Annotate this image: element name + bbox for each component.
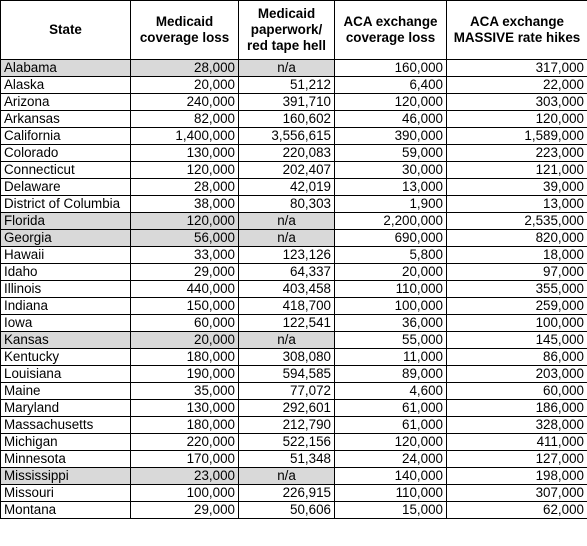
table-row bbox=[1, 434, 587, 451]
cell-aca-coverage-loss: 4,600 bbox=[335, 383, 447, 400]
cell-medicaid-paperwork: n/a bbox=[239, 213, 335, 230]
cell-medicaid-paperwork: 212,790 bbox=[239, 417, 335, 434]
cell-medicaid-coverage-loss: 60,000 bbox=[131, 315, 239, 332]
cell-medicaid-paperwork: 3,556,615 bbox=[239, 128, 335, 145]
cell-medicaid-paperwork: 80,303 bbox=[239, 196, 335, 213]
cell-aca-rate-hikes: 820,000 bbox=[447, 230, 587, 247]
cell-state: District of Columbia bbox=[1, 196, 131, 213]
header-medicaid-coverage-loss: Medicaid coverage loss bbox=[131, 1, 239, 60]
table-row bbox=[1, 485, 587, 502]
cell-medicaid-paperwork: 220,083 bbox=[239, 145, 335, 162]
cell-medicaid-coverage-loss: 20,000 bbox=[131, 332, 239, 349]
cell-aca-coverage-loss: 46,000 bbox=[335, 111, 447, 128]
cell-state: Arizona bbox=[1, 94, 131, 111]
header-medicaid-paperwork: Medicaid paperwork/ red tape hell bbox=[239, 1, 335, 60]
cell-medicaid-coverage-loss: 170,000 bbox=[131, 451, 239, 468]
cell-medicaid-coverage-loss: 440,000 bbox=[131, 281, 239, 298]
cell-medicaid-paperwork: 123,126 bbox=[239, 247, 335, 264]
cell-medicaid-paperwork: n/a bbox=[239, 332, 335, 349]
table-row bbox=[1, 196, 587, 213]
cell-aca-coverage-loss: 30,000 bbox=[335, 162, 447, 179]
cell-medicaid-coverage-loss: 33,000 bbox=[131, 247, 239, 264]
cell-aca-rate-hikes: 145,000 bbox=[447, 332, 587, 349]
table-row bbox=[1, 247, 587, 264]
cell-aca-rate-hikes: 97,000 bbox=[447, 264, 587, 281]
cell-aca-coverage-loss: 55,000 bbox=[335, 332, 447, 349]
cell-aca-coverage-loss: 110,000 bbox=[335, 281, 447, 298]
table-row bbox=[1, 60, 587, 77]
cell-aca-coverage-loss: 24,000 bbox=[335, 451, 447, 468]
cell-state: Iowa bbox=[1, 315, 131, 332]
cell-state: Connecticut bbox=[1, 162, 131, 179]
table-row bbox=[1, 230, 587, 247]
table-row bbox=[1, 111, 587, 128]
cell-aca-rate-hikes: 186,000 bbox=[447, 400, 587, 417]
table-row bbox=[1, 502, 587, 519]
cell-aca-coverage-loss: 140,000 bbox=[335, 468, 447, 485]
cell-aca-coverage-loss: 13,000 bbox=[335, 179, 447, 196]
table-row bbox=[1, 281, 587, 298]
cell-medicaid-coverage-loss: 130,000 bbox=[131, 400, 239, 417]
cell-medicaid-coverage-loss: 82,000 bbox=[131, 111, 239, 128]
cell-aca-rate-hikes: 203,000 bbox=[447, 366, 587, 383]
header-state: State bbox=[1, 1, 131, 60]
table-row bbox=[1, 94, 587, 111]
table-row bbox=[1, 332, 587, 349]
cell-medicaid-coverage-loss: 150,000 bbox=[131, 298, 239, 315]
cell-state: Michigan bbox=[1, 434, 131, 451]
table-row bbox=[1, 179, 587, 196]
cell-medicaid-paperwork: 122,541 bbox=[239, 315, 335, 332]
cell-state: Alabama bbox=[1, 60, 131, 77]
cell-medicaid-paperwork: 64,337 bbox=[239, 264, 335, 281]
cell-aca-rate-hikes: 317,000 bbox=[447, 60, 587, 77]
table-row bbox=[1, 400, 587, 417]
cell-aca-rate-hikes: 411,000 bbox=[447, 434, 587, 451]
table-row bbox=[1, 366, 587, 383]
table-row bbox=[1, 162, 587, 179]
cell-aca-coverage-loss: 100,000 bbox=[335, 298, 447, 315]
cell-medicaid-coverage-loss: 180,000 bbox=[131, 417, 239, 434]
cell-medicaid-paperwork: 51,348 bbox=[239, 451, 335, 468]
cell-aca-rate-hikes: 328,000 bbox=[447, 417, 587, 434]
cell-state: California bbox=[1, 128, 131, 145]
cell-aca-rate-hikes: 60,000 bbox=[447, 383, 587, 400]
cell-state: Illinois bbox=[1, 281, 131, 298]
cell-medicaid-coverage-loss: 130,000 bbox=[131, 145, 239, 162]
cell-aca-rate-hikes: 86,000 bbox=[447, 349, 587, 366]
cell-aca-coverage-loss: 690,000 bbox=[335, 230, 447, 247]
cell-medicaid-paperwork: 202,407 bbox=[239, 162, 335, 179]
cell-medicaid-coverage-loss: 120,000 bbox=[131, 213, 239, 230]
cell-medicaid-paperwork: n/a bbox=[239, 230, 335, 247]
cell-state: Kansas bbox=[1, 332, 131, 349]
cell-state: Georgia bbox=[1, 230, 131, 247]
cell-state: Idaho bbox=[1, 264, 131, 281]
cell-aca-rate-hikes: 22,000 bbox=[447, 77, 587, 94]
cell-state: Louisiana bbox=[1, 366, 131, 383]
table-row bbox=[1, 145, 587, 162]
table-row bbox=[1, 298, 587, 315]
table-row bbox=[1, 349, 587, 366]
cell-medicaid-coverage-loss: 120,000 bbox=[131, 162, 239, 179]
cell-state: Minnesota bbox=[1, 451, 131, 468]
cell-aca-coverage-loss: 61,000 bbox=[335, 400, 447, 417]
table-row bbox=[1, 383, 587, 400]
cell-medicaid-coverage-loss: 35,000 bbox=[131, 383, 239, 400]
cell-aca-rate-hikes: 1,589,000 bbox=[447, 128, 587, 145]
cell-state: Maine bbox=[1, 383, 131, 400]
cell-aca-coverage-loss: 120,000 bbox=[335, 434, 447, 451]
cell-aca-rate-hikes: 121,000 bbox=[447, 162, 587, 179]
cell-medicaid-paperwork: n/a bbox=[239, 60, 335, 77]
table-row bbox=[1, 417, 587, 434]
cell-aca-coverage-loss: 1,900 bbox=[335, 196, 447, 213]
cell-medicaid-paperwork: 77,072 bbox=[239, 383, 335, 400]
cell-medicaid-paperwork: 292,601 bbox=[239, 400, 335, 417]
cell-aca-rate-hikes: 223,000 bbox=[447, 145, 587, 162]
cell-aca-rate-hikes: 100,000 bbox=[447, 315, 587, 332]
cell-medicaid-paperwork: 51,212 bbox=[239, 77, 335, 94]
cell-medicaid-coverage-loss: 29,000 bbox=[131, 502, 239, 519]
cell-aca-rate-hikes: 307,000 bbox=[447, 485, 587, 502]
cell-aca-rate-hikes: 259,000 bbox=[447, 298, 587, 315]
cell-aca-coverage-loss: 5,800 bbox=[335, 247, 447, 264]
cell-state: Massachusetts bbox=[1, 417, 131, 434]
cell-medicaid-paperwork: 42,019 bbox=[239, 179, 335, 196]
cell-state: Delaware bbox=[1, 179, 131, 196]
cell-medicaid-coverage-loss: 23,000 bbox=[131, 468, 239, 485]
cell-aca-coverage-loss: 89,000 bbox=[335, 366, 447, 383]
cell-medicaid-paperwork: 418,700 bbox=[239, 298, 335, 315]
cell-state: Kentucky bbox=[1, 349, 131, 366]
cell-state: Mississippi bbox=[1, 468, 131, 485]
cell-aca-coverage-loss: 11,000 bbox=[335, 349, 447, 366]
cell-aca-rate-hikes: 198,000 bbox=[447, 468, 587, 485]
cell-aca-rate-hikes: 120,000 bbox=[447, 111, 587, 128]
cell-state: Hawaii bbox=[1, 247, 131, 264]
header-aca-rate-hikes: ACA exchange MASSIVE rate hikes bbox=[447, 1, 587, 60]
cell-state: Indiana bbox=[1, 298, 131, 315]
cell-state: Missouri bbox=[1, 485, 131, 502]
cell-aca-coverage-loss: 160,000 bbox=[335, 60, 447, 77]
cell-aca-coverage-loss: 2,200,000 bbox=[335, 213, 447, 230]
cell-aca-rate-hikes: 303,000 bbox=[447, 94, 587, 111]
cell-state: Alaska bbox=[1, 77, 131, 94]
cell-aca-coverage-loss: 6,400 bbox=[335, 77, 447, 94]
cell-state: Arkansas bbox=[1, 111, 131, 128]
table-row bbox=[1, 315, 587, 332]
cell-medicaid-coverage-loss: 190,000 bbox=[131, 366, 239, 383]
cell-aca-coverage-loss: 110,000 bbox=[335, 485, 447, 502]
cell-medicaid-coverage-loss: 220,000 bbox=[131, 434, 239, 451]
cell-aca-coverage-loss: 61,000 bbox=[335, 417, 447, 434]
cell-aca-coverage-loss: 20,000 bbox=[335, 264, 447, 281]
cell-medicaid-coverage-loss: 240,000 bbox=[131, 94, 239, 111]
cell-medicaid-paperwork: 391,710 bbox=[239, 94, 335, 111]
cell-medicaid-paperwork: 594,585 bbox=[239, 366, 335, 383]
cell-medicaid-paperwork: n/a bbox=[239, 468, 335, 485]
cell-medicaid-coverage-loss: 29,000 bbox=[131, 264, 239, 281]
cell-medicaid-paperwork: 226,915 bbox=[239, 485, 335, 502]
cell-medicaid-paperwork: 160,602 bbox=[239, 111, 335, 128]
cell-aca-coverage-loss: 15,000 bbox=[335, 502, 447, 519]
cell-aca-coverage-loss: 36,000 bbox=[335, 315, 447, 332]
cell-medicaid-paperwork: 403,458 bbox=[239, 281, 335, 298]
cell-aca-rate-hikes: 13,000 bbox=[447, 196, 587, 213]
cell-medicaid-coverage-loss: 38,000 bbox=[131, 196, 239, 213]
table-row bbox=[1, 128, 587, 145]
cell-aca-rate-hikes: 2,535,000 bbox=[447, 213, 587, 230]
cell-medicaid-coverage-loss: 28,000 bbox=[131, 60, 239, 77]
cell-aca-coverage-loss: 59,000 bbox=[335, 145, 447, 162]
cell-aca-rate-hikes: 355,000 bbox=[447, 281, 587, 298]
cell-state: Florida bbox=[1, 213, 131, 230]
cell-state: Maryland bbox=[1, 400, 131, 417]
cell-medicaid-coverage-loss: 180,000 bbox=[131, 349, 239, 366]
table-row bbox=[1, 213, 587, 230]
table-row bbox=[1, 468, 587, 485]
cell-aca-rate-hikes: 39,000 bbox=[447, 179, 587, 196]
header-aca-coverage-loss: ACA exchange coverage loss bbox=[335, 1, 447, 60]
cell-medicaid-paperwork: 50,606 bbox=[239, 502, 335, 519]
table-row bbox=[1, 451, 587, 468]
cell-medicaid-coverage-loss: 20,000 bbox=[131, 77, 239, 94]
cell-medicaid-coverage-loss: 28,000 bbox=[131, 179, 239, 196]
cell-state: Colorado bbox=[1, 145, 131, 162]
cell-aca-rate-hikes: 127,000 bbox=[447, 451, 587, 468]
cell-medicaid-paperwork: 308,080 bbox=[239, 349, 335, 366]
cell-medicaid-coverage-loss: 100,000 bbox=[131, 485, 239, 502]
cell-aca-rate-hikes: 62,000 bbox=[447, 502, 587, 519]
cell-aca-rate-hikes: 18,000 bbox=[447, 247, 587, 264]
cell-medicaid-coverage-loss: 56,000 bbox=[131, 230, 239, 247]
cell-state: Montana bbox=[1, 502, 131, 519]
cell-medicaid-coverage-loss: 1,400,000 bbox=[131, 128, 239, 145]
table-row bbox=[1, 77, 587, 94]
header-row bbox=[1, 1, 587, 60]
cell-medicaid-paperwork: 522,156 bbox=[239, 434, 335, 451]
table-body bbox=[1, 60, 587, 519]
cell-aca-coverage-loss: 390,000 bbox=[335, 128, 447, 145]
table-row bbox=[1, 264, 587, 281]
cell-aca-coverage-loss: 120,000 bbox=[335, 94, 447, 111]
